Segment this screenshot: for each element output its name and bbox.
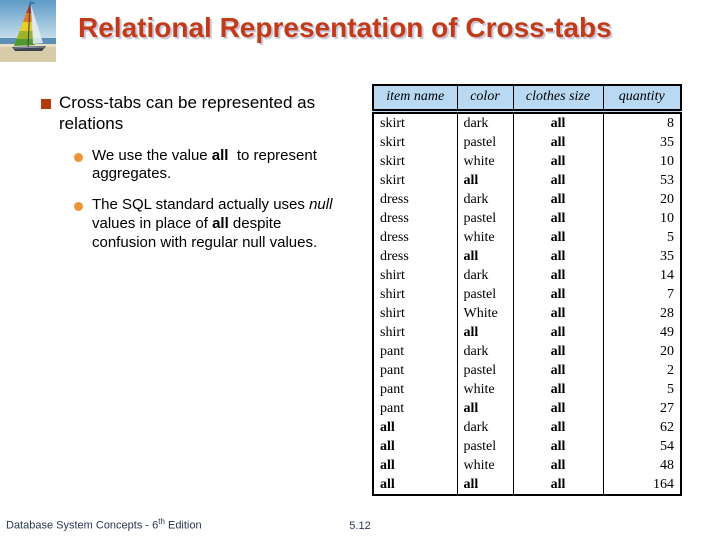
edition-superscript: th <box>158 517 165 527</box>
table-cell: all <box>513 285 603 304</box>
table-cell: all <box>513 342 603 361</box>
table-row <box>373 133 681 152</box>
table-cell: all <box>513 399 603 418</box>
table-cell: all <box>513 112 603 134</box>
table-cell: all <box>513 418 603 437</box>
table-cell: 28 <box>603 304 681 323</box>
circle-bullet-icon <box>74 202 83 211</box>
table-row <box>373 112 681 134</box>
table-cell: skirt <box>373 133 457 152</box>
table-cell: all <box>513 266 603 285</box>
table-cell: all <box>513 209 603 228</box>
table-cell: white <box>457 152 513 171</box>
sub-bullet-list <box>28 147 358 253</box>
table-cell: 49 <box>603 323 681 342</box>
table-cell: 62 <box>603 418 681 437</box>
sub-bullet-text: We use the value all to represent aggregates. <box>92 146 322 183</box>
sailboat-logo <box>0 0 56 62</box>
table-row <box>373 209 681 228</box>
page-title: Relational Representation of Cross-tabs <box>78 12 612 43</box>
table-cell: 14 <box>603 266 681 285</box>
sub-bullet-item <box>28 196 358 252</box>
table-row <box>373 437 681 456</box>
table-row <box>373 190 681 209</box>
table-cell: 7 <box>603 285 681 304</box>
square-bullet-icon <box>41 99 51 109</box>
table-cell: 48 <box>603 456 681 475</box>
table-cell: 54 <box>603 437 681 456</box>
table-cell: pant <box>373 342 457 361</box>
table-cell: 164 <box>603 475 681 495</box>
table-cell: all <box>457 247 513 266</box>
table-row <box>373 247 681 266</box>
table-row <box>373 475 681 495</box>
table-cell: 2 <box>603 361 681 380</box>
table-cell: all <box>457 171 513 190</box>
table-cell: shirt <box>373 323 457 342</box>
table-cell: 10 <box>603 209 681 228</box>
table-cell: all <box>513 190 603 209</box>
column-header: clothes size <box>513 85 603 112</box>
table-cell: all <box>457 399 513 418</box>
table-cell: white <box>457 228 513 247</box>
table-cell: skirt <box>373 112 457 134</box>
table-row <box>373 285 681 304</box>
table-cell: skirt <box>373 171 457 190</box>
table-cell: shirt <box>373 266 457 285</box>
table-cell: all <box>513 361 603 380</box>
table-cell: all <box>513 133 603 152</box>
table-cell: all <box>457 475 513 495</box>
table-cell: pant <box>373 399 457 418</box>
table-cell: pastel <box>457 209 513 228</box>
table-cell: dress <box>373 209 457 228</box>
crosstab-table <box>372 84 682 496</box>
table-cell: pastel <box>457 133 513 152</box>
table-cell: dark <box>457 418 513 437</box>
table-cell: all <box>457 323 513 342</box>
table-cell: all <box>513 152 603 171</box>
table-row <box>373 304 681 323</box>
table-cell: all <box>373 437 457 456</box>
table-row <box>373 342 681 361</box>
table-cell: pant <box>373 380 457 399</box>
bullet-text: Cross-tabs can be represented as relations <box>59 93 316 134</box>
table-cell: 5 <box>603 380 681 399</box>
table-cell: all <box>513 228 603 247</box>
sub-bullet-text: The SQL standard actually uses null values in place of all despite confusion with regular null values. <box>92 196 337 251</box>
table-row <box>373 228 681 247</box>
table-cell: pastel <box>457 285 513 304</box>
table-cell: skirt <box>373 152 457 171</box>
table-cell: dress <box>373 247 457 266</box>
table-row <box>373 399 681 418</box>
table-row <box>373 418 681 437</box>
table-cell: pastel <box>457 361 513 380</box>
table-cell: 53 <box>603 171 681 190</box>
table-cell: all <box>513 171 603 190</box>
bullet-item <box>28 92 358 135</box>
table-cell: dark <box>457 266 513 285</box>
table-cell: pant <box>373 361 457 380</box>
table-row <box>373 361 681 380</box>
table-cell: 20 <box>603 342 681 361</box>
sub-bullet-item <box>28 147 358 185</box>
table-cell: all <box>513 380 603 399</box>
table-cell: dark <box>457 112 513 134</box>
table-cell: 27 <box>603 399 681 418</box>
column-header: item name <box>373 85 457 112</box>
table-cell: all <box>513 247 603 266</box>
table-row <box>373 323 681 342</box>
table-cell: all <box>513 323 603 342</box>
table-cell: all <box>373 475 457 495</box>
table-cell: 20 <box>603 190 681 209</box>
table-cell: 35 <box>603 247 681 266</box>
table-cell: shirt <box>373 304 457 323</box>
table-row <box>373 266 681 285</box>
bullet-list <box>28 92 358 252</box>
table-cell: dark <box>457 342 513 361</box>
table-cell: 8 <box>603 112 681 134</box>
table-cell: all <box>373 456 457 475</box>
crosstab-table-container <box>372 84 682 496</box>
table-header-row <box>373 85 681 112</box>
table-cell: dress <box>373 228 457 247</box>
table-cell: 5 <box>603 228 681 247</box>
table-cell: dark <box>457 190 513 209</box>
table-row <box>373 456 681 475</box>
table-cell: all <box>513 475 603 495</box>
table-cell: dress <box>373 190 457 209</box>
footer-page-number: 5.12 <box>349 520 371 532</box>
table-cell: white <box>457 456 513 475</box>
column-header: color <box>457 85 513 112</box>
table-row <box>373 152 681 171</box>
table-cell: all <box>513 304 603 323</box>
table-cell: White <box>457 304 513 323</box>
table-cell: all <box>373 418 457 437</box>
sailboat-photo-icon <box>0 0 56 62</box>
table-cell: shirt <box>373 285 457 304</box>
footer-book-title: Database System Concepts - 6th Edition <box>6 517 202 532</box>
table-cell: all <box>513 437 603 456</box>
table-cell: pastel <box>457 437 513 456</box>
table-body <box>373 112 681 496</box>
table-cell: white <box>457 380 513 399</box>
column-header: quantity <box>603 85 681 112</box>
table-cell: 10 <box>603 152 681 171</box>
table-cell: 35 <box>603 133 681 152</box>
table-cell: all <box>513 456 603 475</box>
table-row <box>373 380 681 399</box>
circle-bullet-icon <box>74 153 83 162</box>
table-row <box>373 171 681 190</box>
